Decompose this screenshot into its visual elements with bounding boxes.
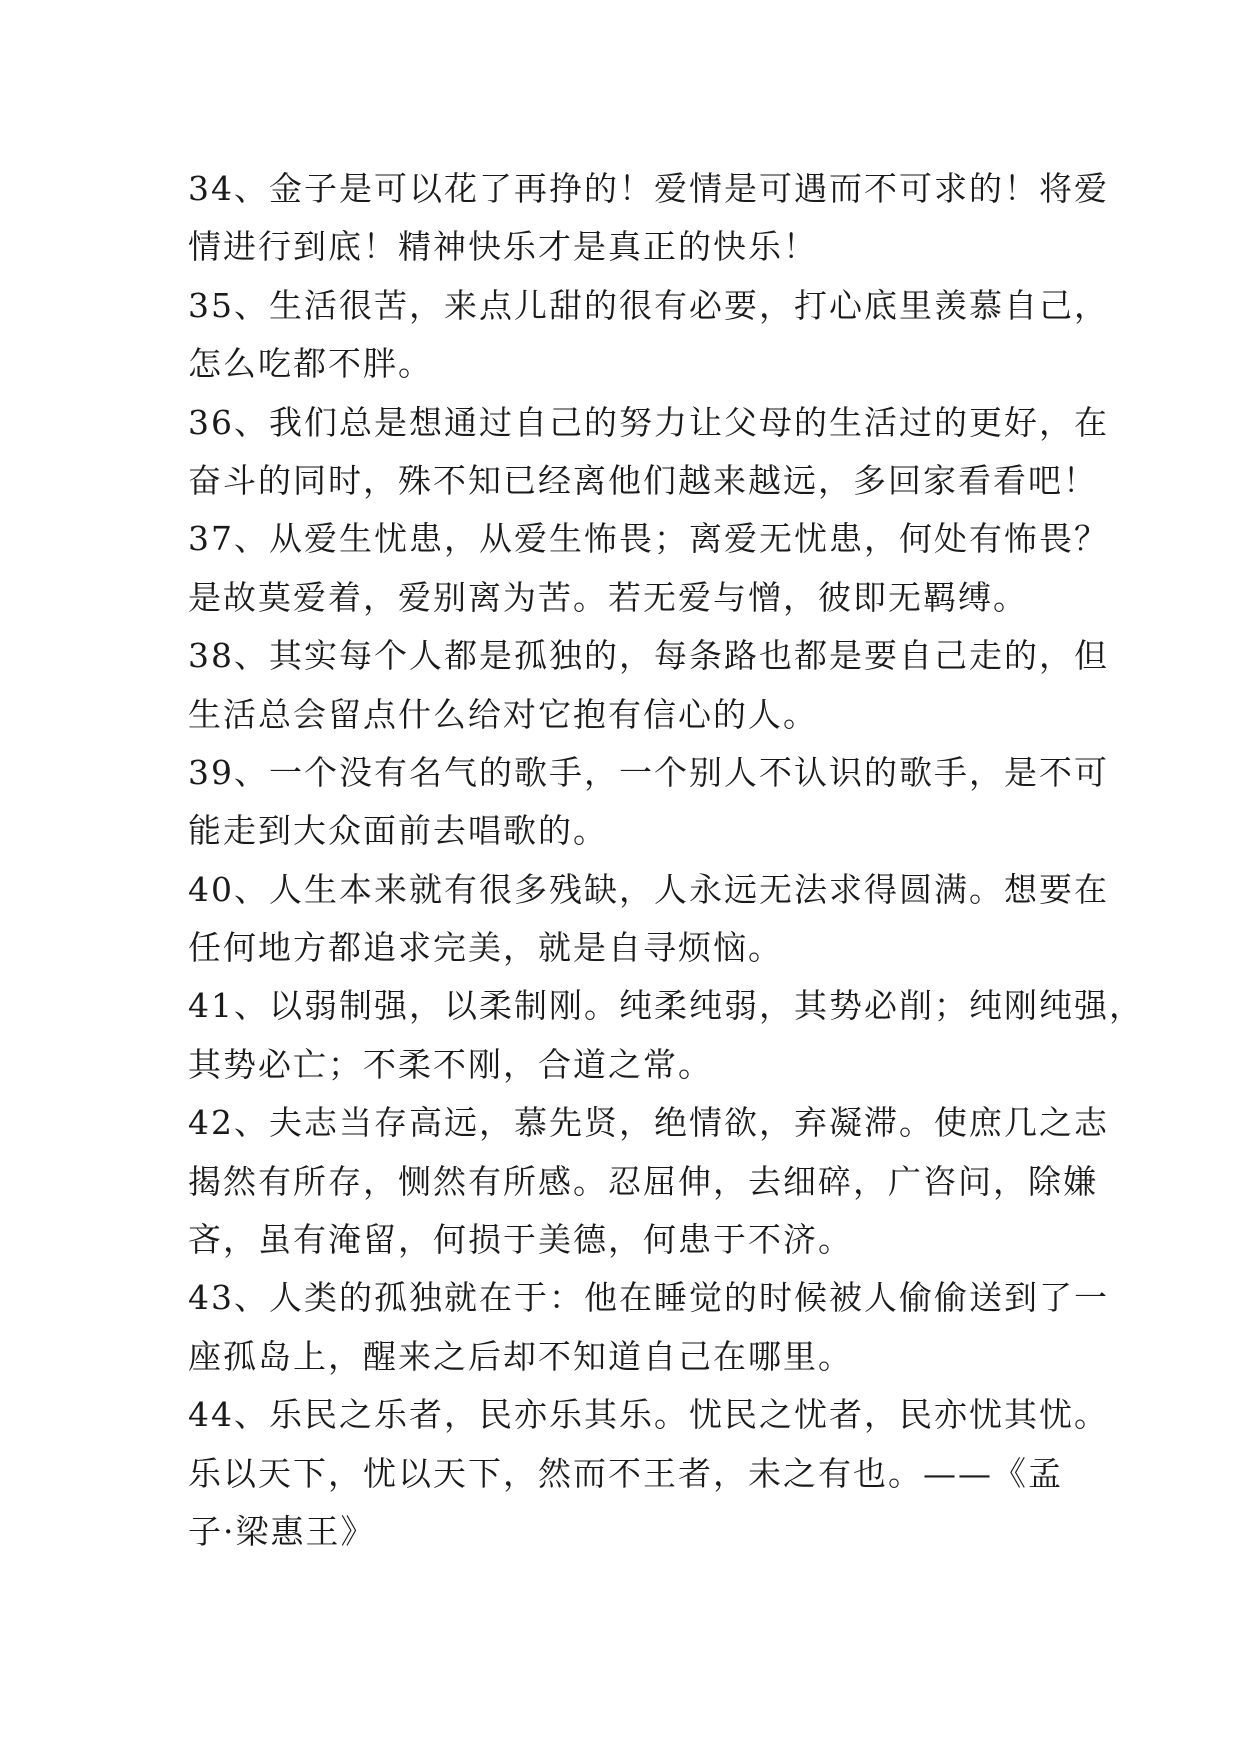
text-line: 能走到大众面前去唱歌的。 (188, 811, 608, 851)
text-line: 42、夫志当存高远，慕先贤，绝情欲，弃凝滞。使庶几之志 (188, 1103, 1109, 1143)
text-line: 36、我们总是想通过自己的努力让父母的生活过的更好，在 (188, 402, 1109, 442)
text-line: 37、从爱生忧患，从爱生怖畏；离爱无忧患，何处有怖畏？ (188, 519, 1109, 559)
text-line: 44、乐民之乐者，民亦乐其乐。忧民之忧者，民亦忧其忧。 (188, 1395, 1109, 1435)
text-line: 任何地方都追求完美，就是自寻烦恼。 (188, 928, 783, 968)
text-line: 吝，虽有淹留，何损于美德，何患于不济。 (188, 1220, 853, 1260)
text-line: 39、一个没有名气的歌手，一个别人不认识的歌手，是不可 (188, 752, 1109, 792)
text-line: 子·梁惠王》 (188, 1511, 376, 1551)
text-line: 35、生活很苦，来点儿甜的很有必要，打心底里羡慕自己， (188, 285, 1109, 325)
text-line: 座孤岛上，醒来之后却不知道自己在哪里。 (188, 1336, 853, 1376)
text-line: 38、其实每个人都是孤独的，每条路也都是要自己走的，但 (188, 636, 1109, 676)
text-line: 生活总会留点什么给对它抱有信心的人。 (188, 694, 818, 734)
text-line: 43、人类的孤独就在于：他在睡觉的时候被人偷偷送到了一 (188, 1278, 1109, 1318)
text-line: 34、金子是可以花了再挣的！爱情是可遇而不可求的！将爱 (188, 169, 1109, 208)
text-line: 是故莫爱着，爱别离为苦。若无爱与憎，彼即无羁缚。 (188, 577, 1028, 617)
text-line: 揭然有所存，恻然有所感。忍屈伸，去细碎，广咨问，除嫌 (188, 1161, 1098, 1201)
text-line: 情进行到底！精神快乐才是真正的快乐！ (188, 227, 818, 267)
text-line: 怎么吃都不胖。 (188, 344, 433, 384)
text-line: 奋斗的同时，殊不知已经离他们越来越远，多回家看看吧！ (188, 460, 1098, 500)
text-line: 乐以天下，忧以天下，然而不王者，未之有也。——《孟 (188, 1453, 1063, 1493)
text-line: 41、以弱制强，以柔制刚。纯柔纯弱，其势必削；纯刚纯强， (188, 986, 1144, 1026)
document-body (188, 160, 1144, 1561)
text-line: 40、人生本来就有很多残缺，人永远无法求得圆满。想要在 (188, 869, 1109, 909)
text-line: 其势必亡；不柔不刚，合道之常。 (188, 1044, 713, 1084)
